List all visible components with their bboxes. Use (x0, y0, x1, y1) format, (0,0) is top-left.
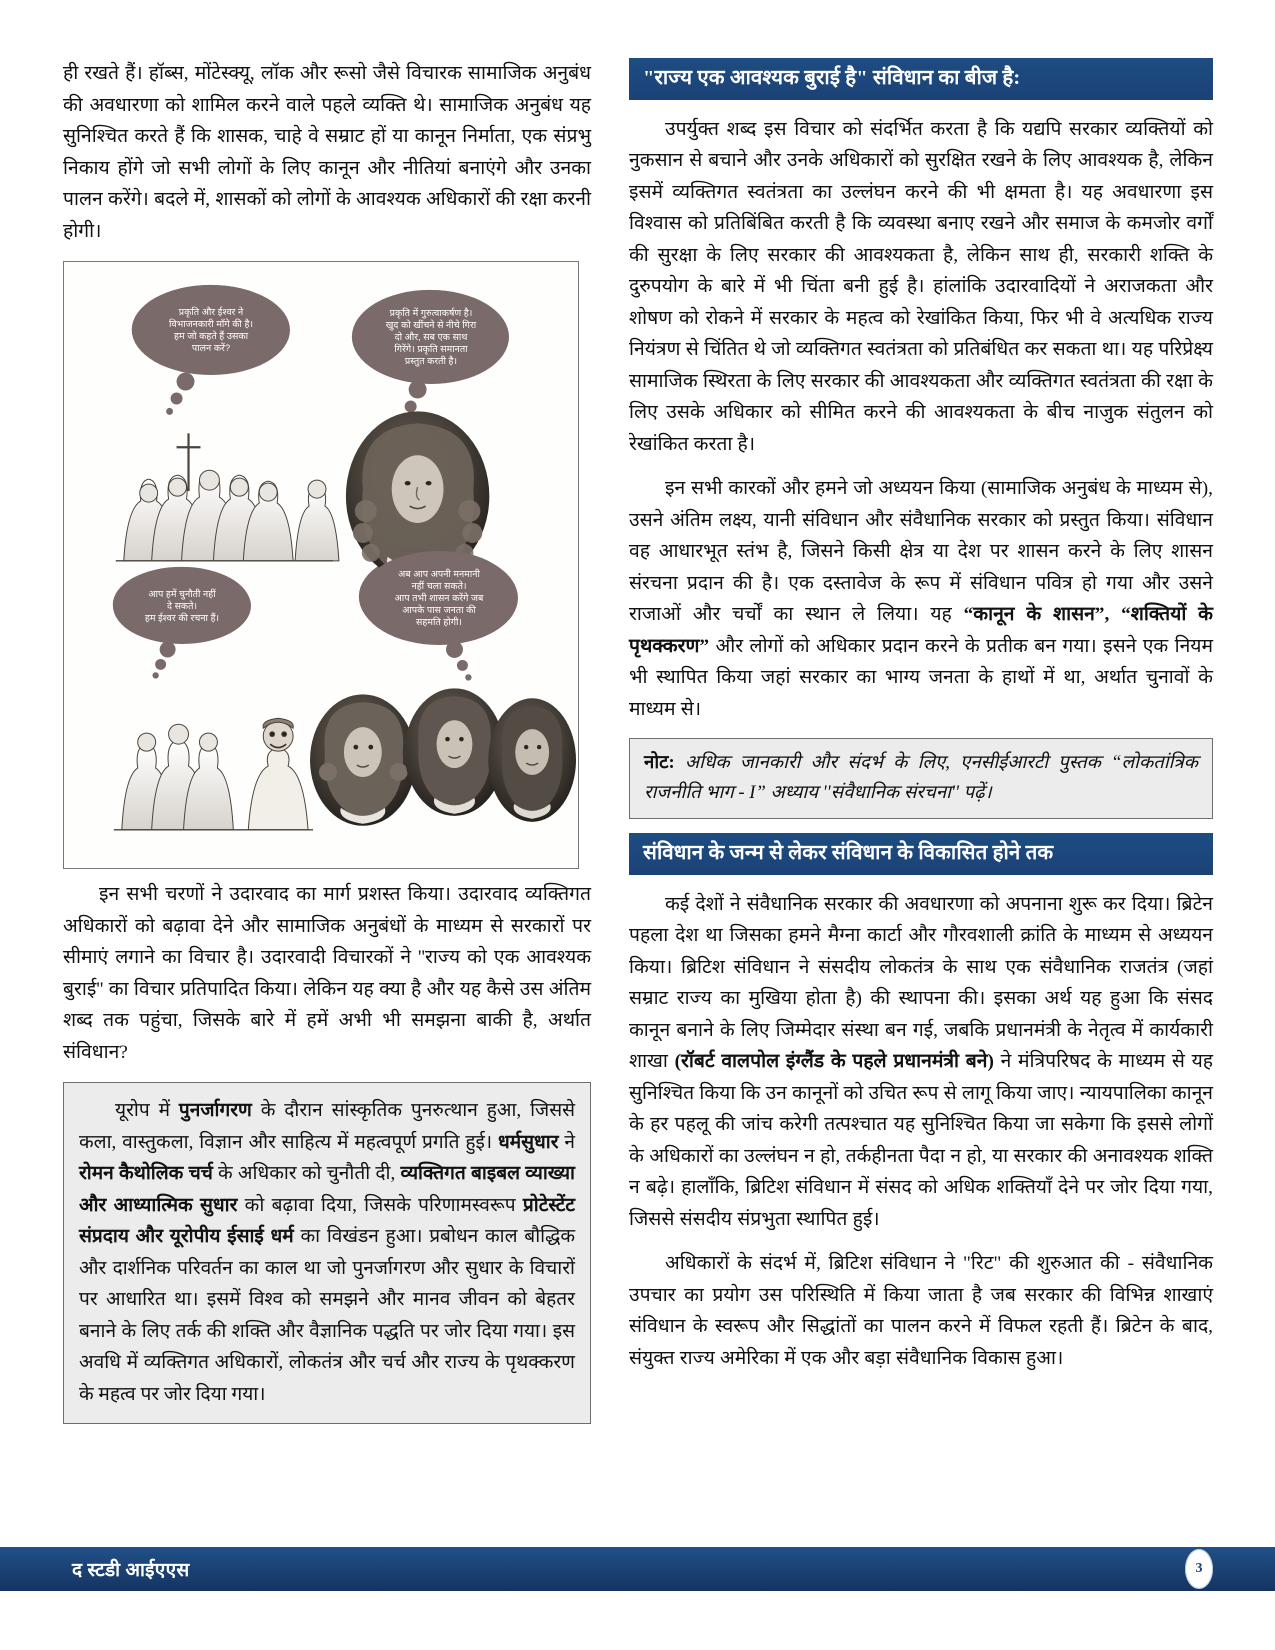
bubble-line: सहमति होगी। (416, 616, 462, 627)
page-number-badge: 3 (1185, 1549, 1213, 1589)
bubble-line: आप तभी शासन करेंगे जब (394, 592, 484, 603)
info-bold-renaissance: पुनर्जागरण (178, 1100, 252, 1121)
thought-bubble-newton (353, 290, 509, 384)
section-heading-state-necessary-evil: "राज्य एक आवश्यक बुराई है" संविधान का बीज है: (629, 58, 1213, 100)
thought-bubble-clergy-bottom (113, 568, 251, 644)
bubble-line: हम जो कहते हैं उसका (174, 330, 248, 341)
right-paragraph-3 (629, 889, 1213, 1236)
bubble-line: खुद को खींचने से नीचे गिरा (385, 319, 477, 330)
right-p3-bold-walpole: (रॉबर्ट वालपोल इंग्लैंड के पहले प्रधानमंत्री बने) (674, 1051, 994, 1072)
info-bold-bible-interpretation: व्यक्तिगत बाइबल व्याख्या और आध्यात्मिक सुधार (79, 1163, 575, 1216)
footer-brand-title: द स्टडी आईएएस (72, 1560, 190, 1581)
ncert-note-box (629, 738, 1213, 819)
bubble-line: प्रकृति में गुरुत्वाकर्षण है। (389, 307, 473, 318)
info-text-5: का विखंडन हुआ। प्रबोधन काल बौद्धिक और दार्शनिक परिवर्तन का काल था जो पुनर्जागरण और सुधार के विचारों पर आधारित था। इसमें विश्व को समझने और मानव जीवन को बेहतर बनाने के लिए तर्क की शक्ति और वैज्ञानिक पद्धति पर जोर दिया गया। इस अवधि में व्यक्तिगत अधिकारों, लोकतंत्र और चर्च और राज्य के पृथक्करण के महत्व पर जोर दिया गया। (79, 1226, 576, 1405)
bubble-line: हम ईश्वर की रचना हैं। (144, 612, 220, 623)
ncert-note-text (644, 748, 1198, 808)
note-body: अधिक जानकारी और संदर्भ के लिए, एनसीईआरटी पुस्तक “लोकतांत्रिक राजनीति भाग - I” अध्याय ''संवैधानिक संरचना'' पढ़ें। (644, 752, 1198, 803)
bubble-line: विभाजनकारी माँगे की है। (169, 318, 253, 329)
info-bold-protestant: प्रोटेस्टेंट संप्रदाय और यूरोपीय ईसाई धर्म (79, 1194, 575, 1247)
right-p2-bold-rule-of-law: “कानून के शासन”, “शक्तियों के पृथक्करण” (629, 604, 1213, 657)
info-text-4: को बढ़ावा दिया, जिसके परिणामस्वरूप (237, 1194, 523, 1216)
illustration-figure (63, 261, 579, 869)
renaissance-info-box (63, 1082, 591, 1424)
bubble-line: आपके पास जनता की (402, 604, 476, 615)
thought-bubble-clergy-top (132, 285, 290, 375)
info-text-3: के अधिकार को चुनौती दी, (212, 1163, 401, 1184)
info-text-lead: यूरोप में (115, 1100, 179, 1121)
bubble-line: पालन करें? (191, 342, 231, 353)
two-column-body (63, 58, 1213, 1458)
info-text-1: के दौरान सांस्कृतिक पुनरुत्थान हुआ, जिससे कला, वास्तुकला, विज्ञान और साहित्य में महत्वपूर्ण प्रगति हुई। (79, 1100, 576, 1153)
bubble-line: दो और, सब एक साथ (394, 331, 468, 342)
note-label: नोट: (644, 752, 675, 773)
left-paragraph-1: ही रखते हैं। हॉब्स, मोंटेस्क्यू, लॉक और रूसो जैसे विचारक सामाजिक अनुबंध की अवधारणा को शामिल करने वाले पहले व्यक्ति थे। सामाजिक अनुबंध यह सुनिश्चित करते हैं कि शासक, चाहे वे सम्राट हों या कानून निर्माता, एक संप्रभु निकाय होंगे जो सभी लोगों के लिए कानून और नीतियां बनाएंगे और उनका पालन करेंगे। बदले में, शासकों को लोगों के आवश्यक अधिकारों की रक्षा करनी होगी। (63, 63, 591, 242)
right-paragraph-4: अधिकारों के संदर्भ में, ब्रिटिश संविधान ने "रिट" की शुरुआत की - संवैधानिक उपचार का प्रयोग उस परिस्थिति में किया जाता है जब सरकार की विभिन्न शाखाएं संविधान के स्वरूप और सिद्धांतों का पालन करने में विफल रहती हैं। ब्रिटेन के बाद, संयुक्त राज्य अमेरिका में एक और बड़ा संवैधानिक विकास हुआ। (629, 1253, 1213, 1369)
info-text-2: ने (558, 1131, 576, 1153)
bubble-line: दे सकते। (166, 600, 198, 611)
bubble-line: प्रकृति और ईश्वर ने (178, 306, 244, 317)
info-bold-catholic-church: रोमन कैथोलिक चर्च (79, 1163, 213, 1184)
info-bold-reformation: धर्मसुधार (497, 1131, 559, 1153)
right-paragraph-2 (629, 473, 1213, 725)
bubble-line: नहीं चला सकते। (411, 580, 467, 591)
page-footer (0, 1547, 1275, 1591)
bubble-line: आप हमें चुनौती नहीं (148, 588, 216, 599)
bubble-line: अब आप अपनी मनमानी (398, 568, 480, 579)
left-column (63, 58, 591, 1458)
right-column (629, 58, 1213, 1458)
right-p3-text-2: ने मंत्रिपरिषद के माध्यम से यह सुनिश्चित किया कि उन कानूनों को उचित रूप से लागू किया जाए। न्यायपालिका कानून के हर पहलू की जांच करेगी तत्पश्चात यह सुनिश्चित किया जा सकेगा कि इससे लोगों के अधिकारों का उल्लंघन न हो, तर्कहीनता पैदा न हो, या सरकार की अनावश्यक शक्ति न बढ़े। हालाँकि, ब्रिटिश संविधान में संसद को अधिक शक्तियाँ देने पर जोर दिया गया, जिससे संसदीय संप्रभुता स्थापित हुई। (629, 1051, 1213, 1230)
renaissance-info-text (79, 1095, 575, 1410)
right-p2-text-2: और लोगों को अधिकार प्रदान करने के प्रतीक बन गया। इसने एक नियम भी स्थापित किया जहां सरकार का भाग्य जनता के हाथों में था, अर्थात चुनावों के माध्यम से। (629, 635, 1213, 720)
right-p2-text-1: इन सभी कारकों और हमने जो अध्ययन किया (सामाजिक अनुबंध के माध्यम से), उसने अंतिम लक्ष्य, यानी संविधान और संवैधानिक सरकार को प्रस्तुत किया। संविधान वह आधारभूत स्तंभ है, जिसने किसी क्षेत्र या देश पर शासन करने के लिए शासन संरचना प्रदान की है। एक दस्तावेज के रूप में संविधान पवित्र हो गया और उसने राजाओं और चर्चों का स्थान ले लिया। यह (629, 478, 1213, 625)
bubble-line: गिरेंगे। प्रकृति समानता (394, 343, 468, 354)
bubble-line: प्रस्तुत करती है। (404, 355, 458, 366)
right-paragraph-1: उपर्युक्त शब्द इस विचार को संदर्भित करता है कि यद्यपि सरकार व्यक्तियों को नुकसान से बचाने और उनके अधिकारों को सुरक्षित रखने के लिए आवश्यक है, लेकिन इसमें व्यक्तिगत स्वतंत्रता का उल्लंघन करने की भी क्षमता है। यह अवधारणा इस विश्वास को प्रतिबिंबित करती है कि व्यवस्था बनाए रखने और समाज के कमजोर वर्गों की सुरक्षा के लिए सरकार की आवश्यकता है, लेकिन साथ ही, सरकारी शक्ति के दुरुपयोग के बारे में भी चिंता बनी हुई है। हांलांकि उदारवादियों ने अराजकता और शोषण को रोकने में सरकार के महत्व को रेखांकित किया, फिर भी वे अत्यधिक राज्य नियंत्रण से चिंतित थे जो व्यक्तिगत स्वतंत्रता को प्रतिबंधित कर सकता था। यह परिप्रेक्ष्य सामाजिक स्थिरता के लिए सरकार की आवश्यकता और व्यक्तिगत स्वतंत्रता की रक्षा के लिए उसके अधिकार को सीमित करने की आवश्यकता के बीच नाजुक संतुलन को रेखांकित करता है। (629, 118, 1213, 455)
thought-bubble-philosophers (360, 551, 518, 645)
section-heading-constitution-birth-evolution: संविधान के जन्म से लेकर संविधान के विकासित होने तक (629, 833, 1213, 875)
left-paragraph-2: इन सभी चरणों ने उदारवाद का मार्ग प्रशस्त किया। उदारवाद व्यक्तिगत अधिकारों को बढ़ावा देने और सामाजिक अनुबंधों के माध्यम से सरकारों पर सीमाएं लगाने का विचार है। उदारवादी विचारकों ने ''राज्य को एक आवश्यक बुराई'' का विचार प्रतिपादित किया। लेकिन यह क्या है और यह कैसे उस अंतिम शब्द तक पहुंचा, जिसके बारे में हमें अभी भी समझना बाकी है, अर्थात संविधान? (63, 884, 591, 1063)
right-p3-text-1: कई देशों ने संवैधानिक सरकार की अवधारणा को अपनाना शुरू कर दिया। ब्रिटेन पहला देश था जिसका हमने मैग्ना कार्टा और गौरवशाली क्रांति के माध्यम से अध्ययन किया। ब्रिटिश संविधान ने संसदीय लोकतंत्र के साथ एक संवैधानिक राजतंत्र (जहां सम्राट राज्य का मुखिया होता है) की स्थापना की। इसका अर्थ यह हुआ कि संसद कानून बनाने के लिए जिम्मेदार संस्था बन गई, जबकि प्रधानमंत्री के नेतृत्व में कार्यकारी शाखा (629, 893, 1213, 1072)
